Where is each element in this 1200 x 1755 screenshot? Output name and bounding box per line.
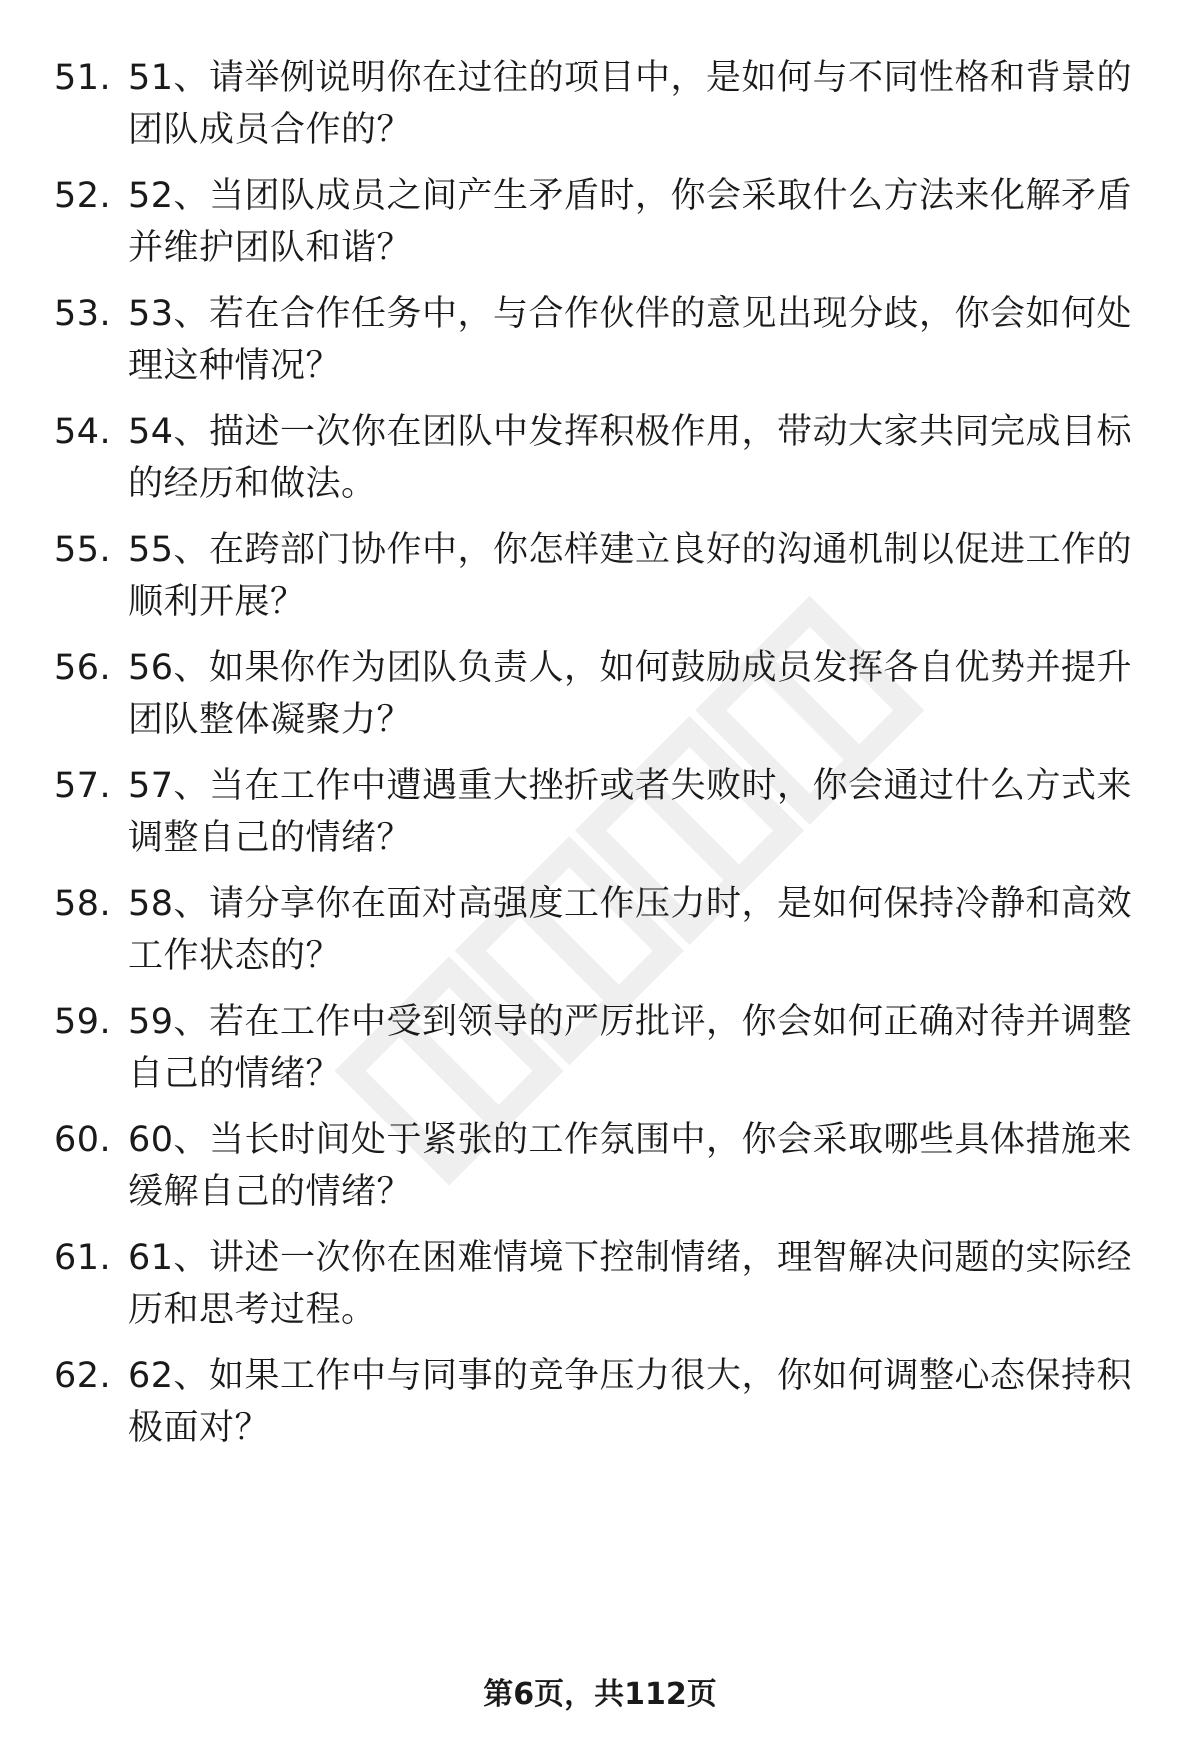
- question-item: [0, 288, 1200, 408]
- question-number: 57.: [54, 766, 112, 806]
- question-text: 53、若在合作任务中，与合作伙伴的意见出现分歧，你会如何处理这种情况？: [128, 294, 1133, 386]
- question-number: 59.: [54, 1002, 112, 1042]
- question-text: 55、在跨部门协作中，你怎样建立良好的沟通机制以促进工作的顺利开展？: [128, 530, 1133, 622]
- question-number: 56.: [54, 648, 112, 688]
- question-item: [0, 524, 1200, 644]
- question-item: [0, 52, 1200, 172]
- question-item: [0, 406, 1200, 526]
- question-item: [0, 760, 1200, 880]
- question-item: [0, 996, 1200, 1116]
- question-number: 54.: [54, 412, 112, 452]
- question-text: 61、讲述一次你在困难情境下控制情绪，理智解决问题的实际经历和思考过程。: [128, 1238, 1133, 1330]
- question-number: 58.: [54, 884, 112, 924]
- question-text: 51、请举例说明你在过往的项目中，是如何与不同性格和背景的团队成员合作的？: [128, 58, 1133, 150]
- question-item: [0, 1114, 1200, 1234]
- question-text: 54、描述一次你在团队中发挥积极作用，带动大家共同完成目标的经历和做法。: [128, 412, 1133, 504]
- question-number: 55.: [54, 530, 112, 570]
- question-text: 58、请分享你在面对高强度工作压力时，是如何保持冷静和高效工作状态的？: [128, 884, 1133, 976]
- question-text: 52、当团队成员之间产生矛盾时，你会采取什么方法来化解矛盾并维护团队和谐？: [128, 176, 1133, 268]
- page-number-footer: 第6页，共112页: [483, 1677, 717, 1712]
- question-text: 56、如果你作为团队负责人，如何鼓励成员发挥各自优势并提升团队整体凝聚力？: [128, 648, 1133, 740]
- question-number: 51.: [54, 58, 112, 98]
- question-number: 61.: [54, 1238, 112, 1278]
- question-text: 59、若在工作中受到领导的严厉批评，你会如何正确对待并调整自己的情绪？: [128, 1002, 1133, 1094]
- question-number: 53.: [54, 294, 112, 334]
- question-item: [0, 878, 1200, 998]
- question-item: [0, 1232, 1200, 1352]
- question-text: 57、当在工作中遭遇重大挫折或者失败时，你会通过什么方式来调整自己的情绪？: [128, 766, 1133, 858]
- question-item: [0, 170, 1200, 290]
- question-number: 52.: [54, 176, 112, 216]
- question-text: 60、当长时间处于紧张的工作氛围中，你会采取哪些具体措施来缓解自己的情绪？: [128, 1120, 1133, 1212]
- question-item: [0, 1350, 1200, 1470]
- question-item: [0, 642, 1200, 762]
- question-text: 62、如果工作中与同事的竞争压力很大，你如何调整心态保持积极面对？: [128, 1356, 1133, 1448]
- question-number: 60.: [54, 1120, 112, 1160]
- question-number: 62.: [54, 1356, 112, 1396]
